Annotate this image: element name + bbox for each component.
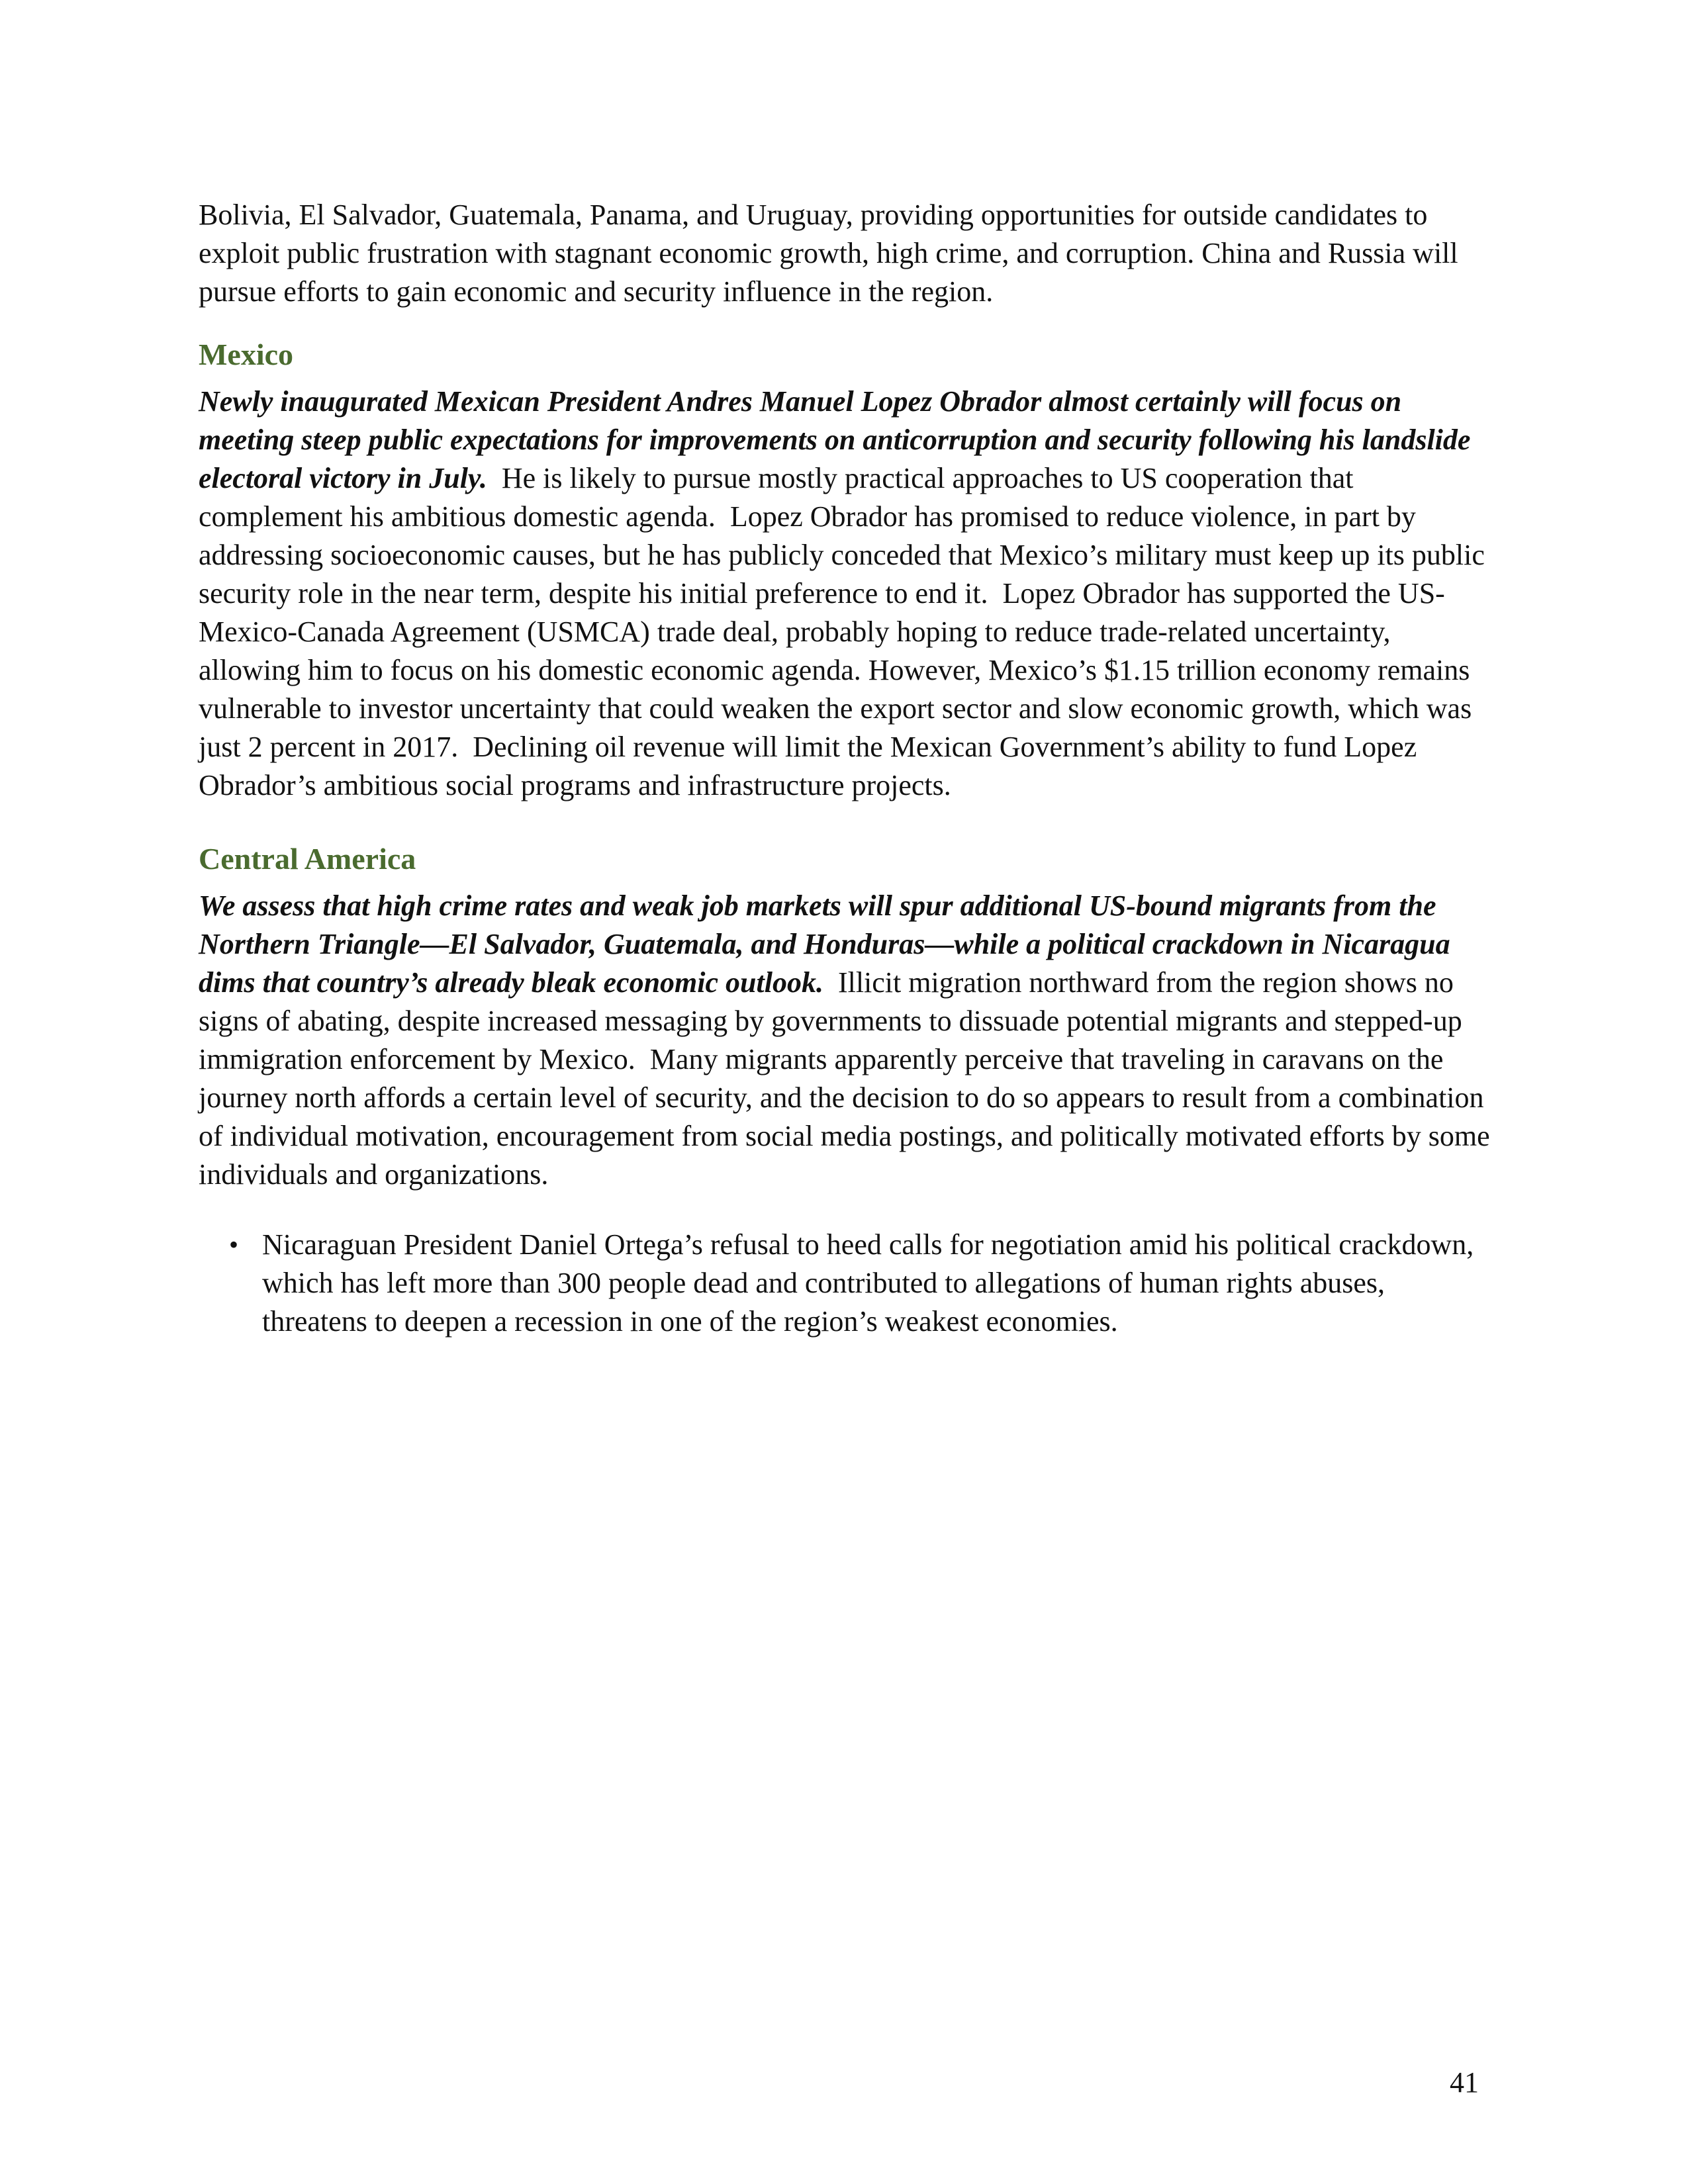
mexico-lead-sentence: Newly inaugurated Mexican President Andres Manuel Lopez Obrador almost certainly will focus on meeting steep public expectations for improvements on anticorruption and security following his landslide electoral victory in July. — [199, 385, 1471, 494]
mexico-body-text: He is likely to pursue mostly practical approaches to US cooperation that complement his ambitious domestic agenda. Lopez Obrador has promised to reduce violence, in part by addressing socioeconomic causes, but he has publicly conceded that Mexico’s military must keep up its public security role in the near term, despite his initial preference to end it. Lopez Obrador has supported the US-Mexico-Canada Agreement (USMCA) trade deal, probably hoping to reduce trade-related uncertainty, allowing him to focus on his domestic economic agenda. However, Mexico’s $1.15 trillion economy remains vulnerable to investor uncertainty that could weaken the export sector and slow economic growth, which was just 2 percent in 2017. Declining oil revenue will limit the Mexican Government’s ability to fund Lopez Obrador’s ambitious social programs and infrastructure projects. — [199, 462, 1492, 801]
central-america-lead-sentence: We assess that high crime rates and weak job markets will spur additional US-bound migrants from the Northern Triangle—El Salvador, Guatemala, and Honduras—while a political crackdown in Nicaragua dims that country’s already bleak economic outlook. — [199, 889, 1450, 999]
intro-paragraph: Bolivia, El Salvador, Guatemala, Panama, and Uruguay, providing opportunities for outside candidates to exploit public frustration with stagnant economic growth, high crime, and corruption. China and Russia will pursue efforts to gain economic and security influence in the region. — [199, 199, 1458, 308]
central-america-paragraph — [199, 887, 1496, 1194]
mexico-paragraph — [199, 383, 1496, 805]
central-america-body-text: Illicit migration northward from the region shows no signs of abating, despite increased messaging by governments to dissuade potential migrants and stepped-up immigration enforcement by Mexico. Many migrants apparently perceive that traveling in caravans on the journey north affords a certain level of security, and the decision to do so appears to result from a combination of individual motivation, encouragement from social media postings, and politically motivated efforts by some individuals and organizations. — [199, 966, 1497, 1191]
bullet-list — [199, 1226, 1496, 1341]
list-item — [199, 1226, 1496, 1341]
section-heading-mexico: Mexico — [199, 338, 294, 371]
page-number: 41 — [1450, 2066, 1479, 2099]
section-heading-central-america: Central America — [199, 842, 416, 876]
bullet-text: Nicaraguan President Daniel Ortega’s refusal to heed calls for negotiation amid his political crackdown, which has left more than 300 people dead and contributed to allegations of human rights abuses, threatens to deepen a recession in one of the region’s weakest economies. — [262, 1228, 1474, 1338]
bullet-icon: • — [229, 1230, 239, 1259]
page-content — [199, 196, 1496, 1341]
